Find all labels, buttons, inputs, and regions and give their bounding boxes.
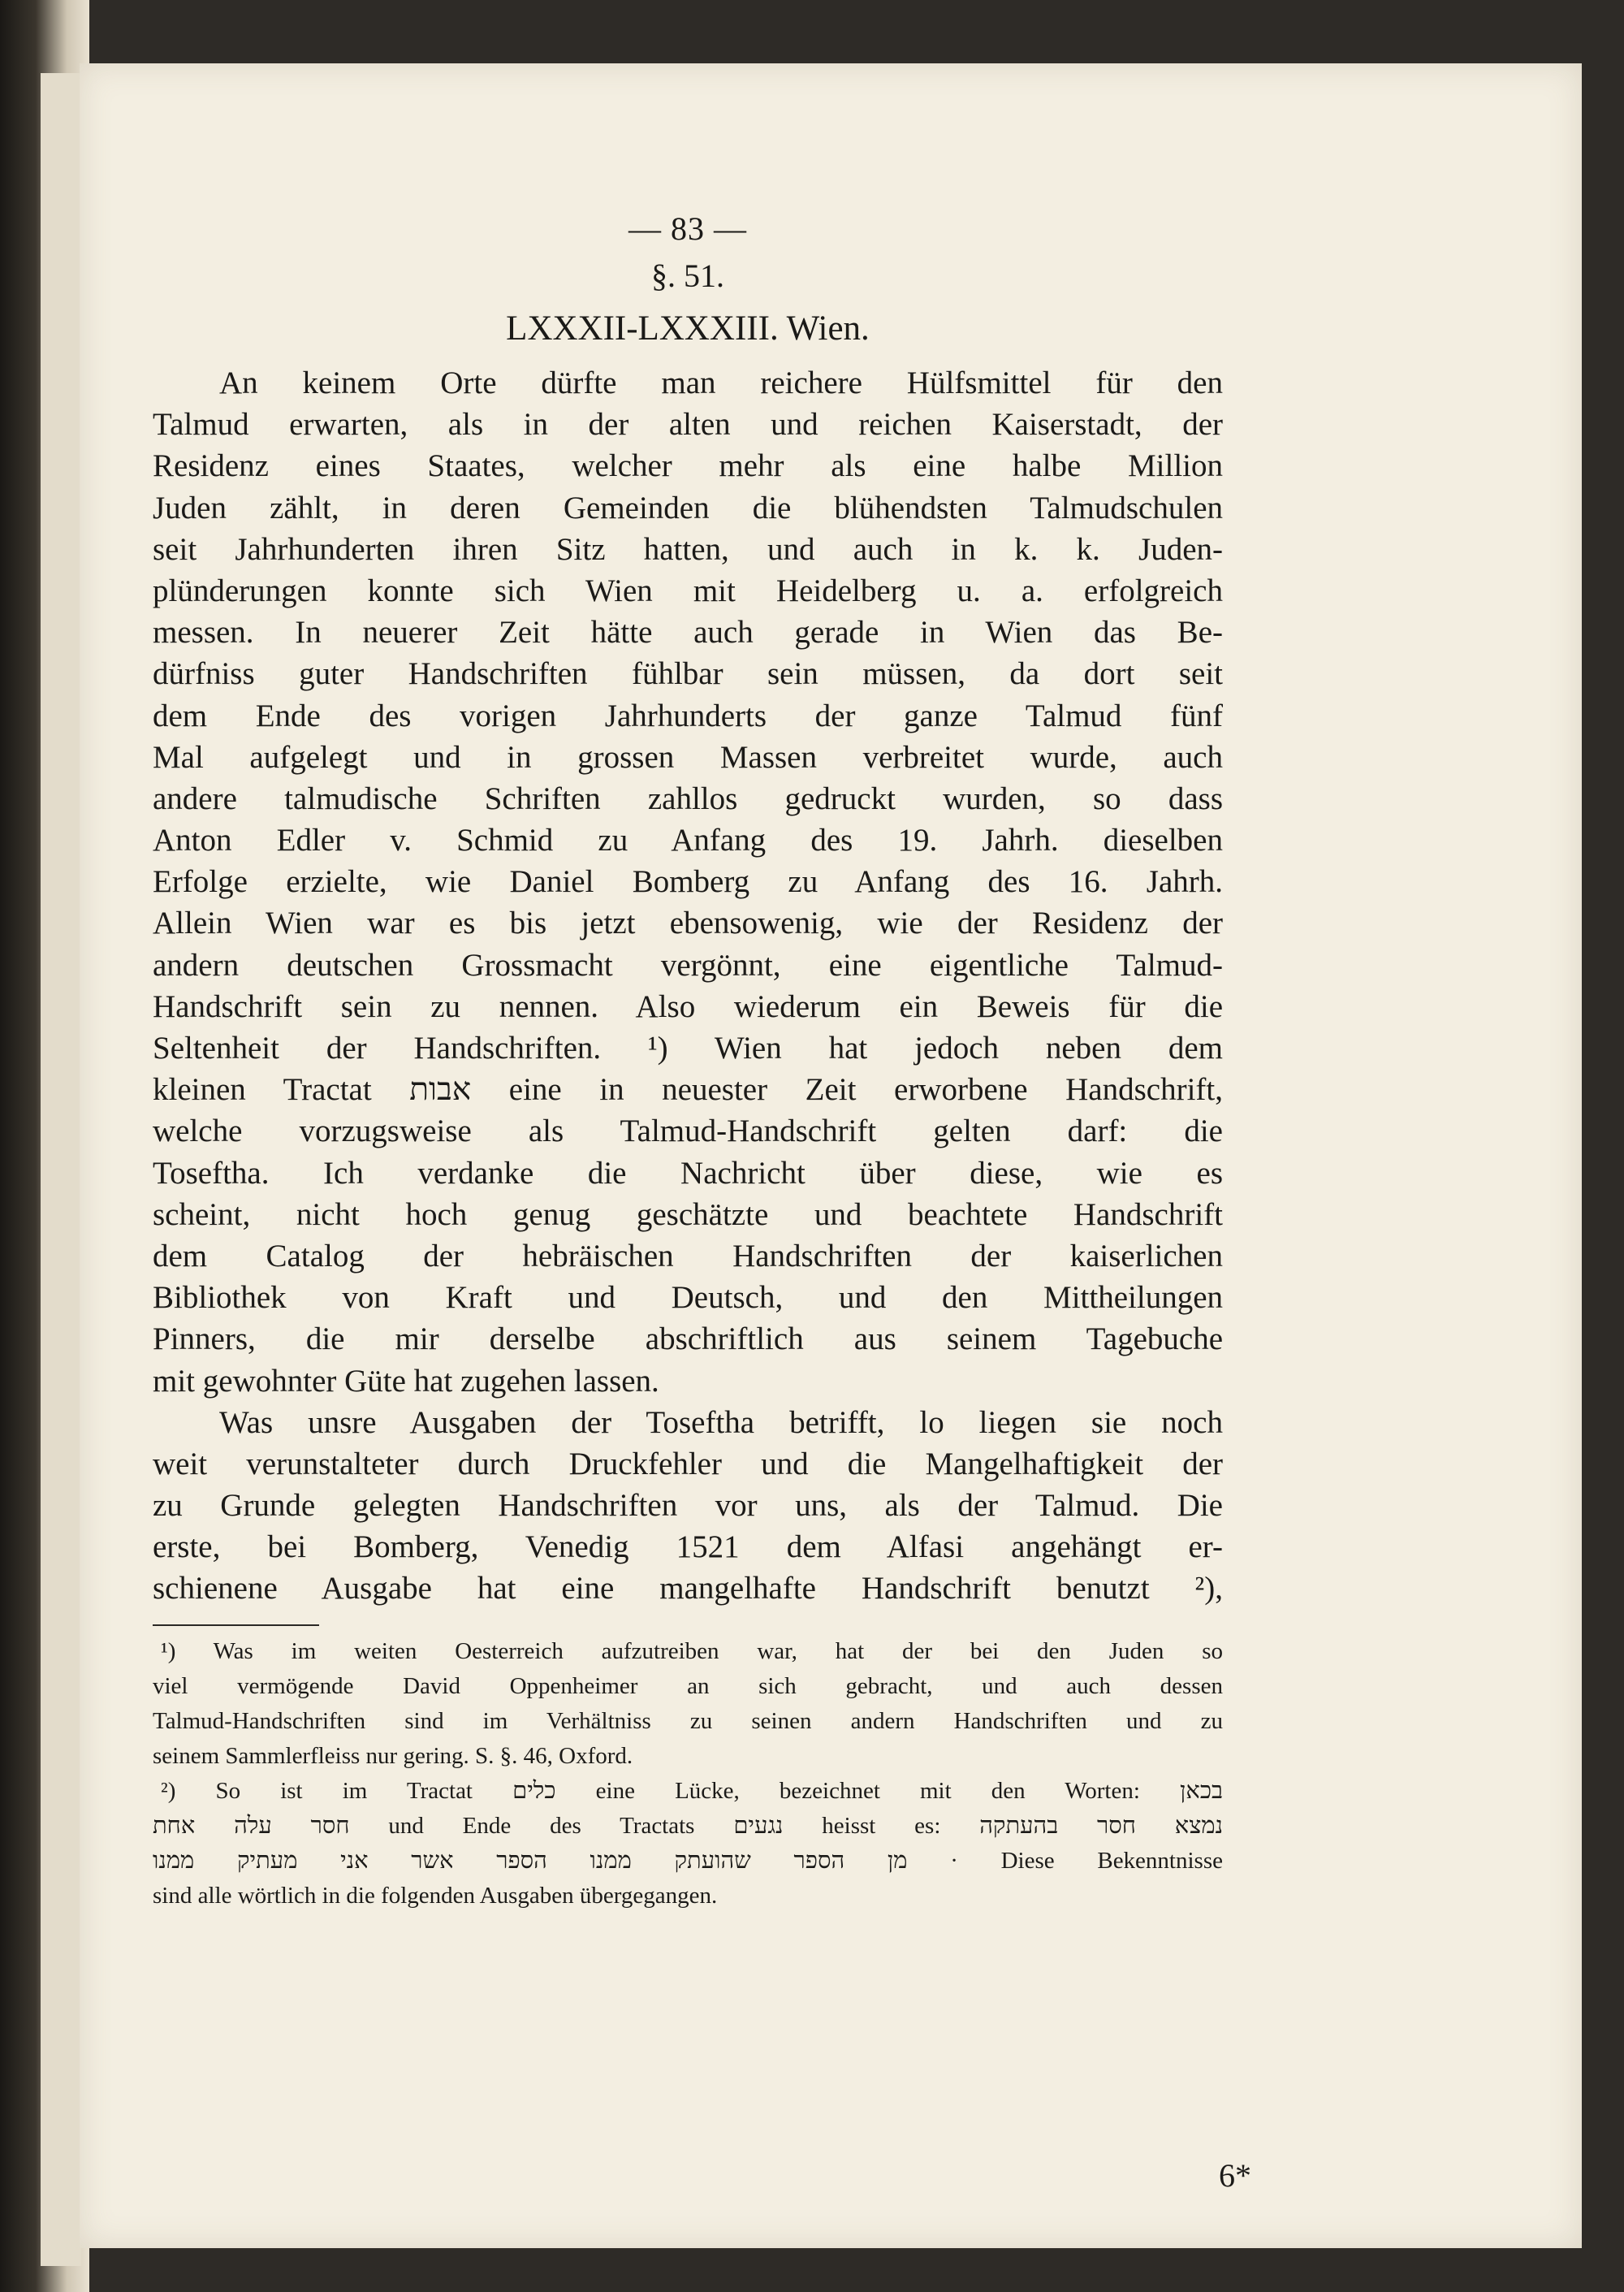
section-number: §. 51. <box>651 257 724 294</box>
footnotes <box>153 1634 1223 1914</box>
chapter-heading: LXXXII-LXXXIII. Wien. <box>506 309 870 348</box>
text-line: Handschrift sein zu nennen. Also wiederum ein Beweis für die <box>153 988 1223 1024</box>
page-content <box>153 210 1251 2194</box>
text-line: Anton Edler v. Schmid zu Anfang des 19. Jahrh. dieselben <box>153 823 1223 858</box>
footnote-divider <box>153 1624 319 1626</box>
text-line: An keinem Orte dürfte man reichere Hülfsmittel für den <box>219 365 1223 400</box>
footnote-line: ¹) Was im weiten Oesterreich aufzutreiben war, hat der bei den Juden so <box>161 1637 1223 1664</box>
footnote-line: Talmud-Handschriften sind im Verhältniss zu seinen andern Handschriften und zu <box>153 1707 1223 1734</box>
text-line: kleinen Tractat אבות eine in neuester Zeit erworbene Handschrift, <box>153 1072 1223 1108</box>
text-line: erste, bei Bomberg, Venedig 1521 dem Alfasi angehängt er- <box>153 1529 1223 1565</box>
text-line: Juden zählt, in deren Gemeinden die blühendsten Talmudschulen <box>153 490 1223 525</box>
text-line: Toseftha. Ich verdanke die Nachricht über diese, wie es <box>153 1155 1223 1191</box>
text-line: dem Catalog der hebräischen Handschriften der kaiserlichen <box>153 1238 1223 1274</box>
text-line: Was unsre Ausgaben der Toseftha betrifft, lo liegen sie noch <box>219 1404 1223 1440</box>
footnote-line: viel vermögende David Oppenheimer an sich gebracht, und auch dessen <box>153 1672 1223 1699</box>
text-line: messen. In neuerer Zeit hätte auch gerade in Wien das Be- <box>153 615 1223 651</box>
text-line: seit Jahrhunderten ihren Sitz hatten, und auch in k. k. Juden- <box>153 531 1223 567</box>
footnote-line: ²) So ist im Tractat כלים eine Lücke, bezeichnet mit den Worten: בכאן <box>161 1777 1223 1804</box>
text-line: schienene Ausgabe hat eine mangelhafte Handschrift benutzt ²), <box>153 1571 1223 1607</box>
text-line: Pinners, die mir derselbe abschriftlich aus seinem Tagebuche <box>153 1321 1223 1357</box>
text-line: weit verunstalteter durch Druckfehler und die Mangelhaftigkeit der <box>153 1446 1223 1481</box>
text-line: Mal aufgelegt und in grossen Massen verbreitet wurde, auch <box>153 739 1223 775</box>
text-line: Seltenheit der Handschriften. ¹) Wien hat jedoch neben dem <box>153 1031 1223 1066</box>
body-paragraph-1 <box>153 362 1223 1402</box>
printer-signature: 6* <box>1219 2157 1251 2194</box>
text-line: plünderungen konnte sich Wien mit Heidelberg u. a. erfolgreich <box>153 573 1223 608</box>
footnote-line: seinem Sammlerfleiss nur gering. S. §. 46, Oxford. <box>153 1742 633 1769</box>
text-line: scheint, nicht hoch genug geschätzte und beachtete Handschrift <box>153 1196 1223 1232</box>
facing-page-edge <box>41 73 81 2266</box>
text-line: dem Ende des vorigen Jahrhunderts der ganze Talmud fünf <box>153 698 1223 733</box>
footnote-line: חסר עלה אחת und Ende des Tractats נגעים heisst es: נמצא חסר בהעתקה <box>153 1812 1224 1839</box>
footnote-line: מן הספר שהועתק ממנו הספר אשר אני מעתיק ממנו · Diese Bekenntnisse <box>153 1847 1223 1874</box>
page-number: — 83 — <box>628 210 747 247</box>
text-line: dürfniss guter Handschriften fühlbar sein müssen, da dort seit <box>153 656 1223 692</box>
text-line: andere talmudische Schriften zahllos gedruckt wurden, so dass <box>153 781 1223 816</box>
text-line: Residenz eines Staates, welcher mehr als eine halbe Million <box>153 448 1223 484</box>
text-line: andern deutschen Grossmacht vergönnt, eine eigentliche Talmud- <box>153 947 1223 983</box>
text-line: zu Grunde gelegten Handschriften vor uns, als der Talmud. Die <box>153 1488 1223 1524</box>
text-line: Allein Wien war es bis jetzt ebensowenig, wie der Residenz der <box>153 906 1223 941</box>
text-line: Erfolge erzielte, wie Daniel Bomberg zu Anfang des 16. Jahrh. <box>153 864 1223 900</box>
body-paragraph-2 <box>153 1402 1223 1610</box>
text-line: Bibliothek von Kraft und Deutsch, und den Mittheilungen <box>153 1280 1223 1316</box>
text-line: Talmud erwarten, als in der alten und reichen Kaiserstadt, der <box>153 407 1223 443</box>
text-line: welche vorzugsweise als Talmud-Handschrift gelten darf: die <box>153 1114 1223 1149</box>
footnote-line: sind alle wörtlich in die folgenden Ausgaben übergegangen. <box>153 1882 718 1909</box>
text-line: mit gewohnter Güte hat zugehen lassen. <box>153 1363 659 1399</box>
